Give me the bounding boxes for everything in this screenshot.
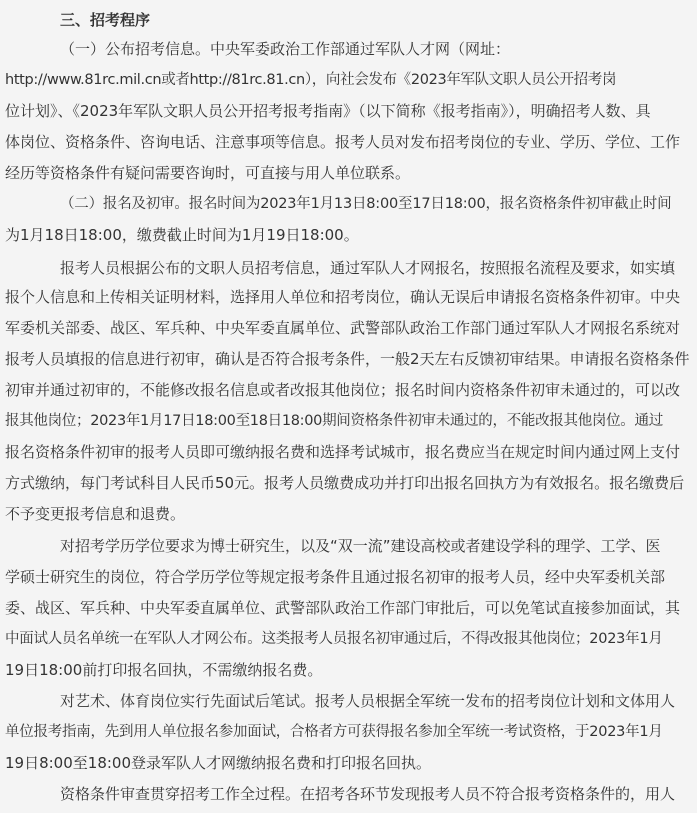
paragraph-line: 不予变更报考信息和退费。 <box>5 505 186 523</box>
paragraph-line: 体岗位、资格条件、咨询电话、注意事项等信息。报考人员对发布招考岗位的专业、学历、学位、工作 <box>5 133 681 151</box>
section-heading: 三、招考程序 <box>60 11 151 29</box>
paragraph-line: 位计划》、《2023年军队文职人员公开招考报考指南》（以下简称《报考指南》），明确招考人数、具 <box>5 102 651 120</box>
paragraph-line: http://www.81rc.mil.cn或者http://81rc.81.cn），向社会发布《2023年军队文职人员公开招考岗 <box>5 72 617 88</box>
paragraph-line: 学硕士研究生的岗位，符合学历学位等规定报考条件且通过报名初审的报考人员，经中央军委机关部 <box>5 568 666 586</box>
paragraph-line: 方式缴纳，每门考试科目人民币50元。报考人员缴费成功并打印出报名回执方为有效报名。报名缴费后 <box>5 474 685 492</box>
paragraph-line: 为1月18日18:00，缴费截止时间为1月19日18:00。 <box>5 226 359 244</box>
paragraph-line: 资格条件审查贯穿招考工作全过程。在招考各环节发现报考人员不符合报考资格条件的，用人 <box>60 785 676 803</box>
paragraph-line: 报考人员根据公布的文职人员招考信息，通过军队人才网报名，按照报名流程及要求，如实填 <box>60 259 676 277</box>
paragraph-line: 报考人员填报的信息进行初审，确认是否符合报考条件，一般2天左右反馈初审结果。申请报名资格条件 <box>5 350 690 368</box>
paragraph-line: 经历等资格条件有疑问需要咨询时，可直接与用人单位联系。 <box>5 164 411 182</box>
paragraph-line: 中面试人员名单统一在军队人才网公布。这类报考人员报名初审通过后，不得改报其他岗位；2023年1月 <box>5 631 663 647</box>
paragraph-line: 军委机关部委、战区、军兵种、中央军委直属单位、武警部队政治工作部门通过军队人才网报名系统对 <box>5 319 681 337</box>
paragraph-line: 19日18:00前打印报名回执，不需缴纳报名费。 <box>5 661 323 679</box>
paragraph-line: 19日8:00至18:00登录军队人才网缴纳报名费和打印报名回执。 <box>5 754 432 772</box>
paragraph-line: （一）公布招考信息。中央军委政治工作部通过军队人才网（网址： <box>60 40 511 58</box>
paragraph-line: 报名资格条件初审的报考人员即可缴纳报名费和选择考试城市，报名费应当在规定时间内通过网上支付 <box>5 443 681 461</box>
paragraph-line: 委、战区、军兵种、中央军委直属单位、武警部队政治工作部门审批后，可以免笔试直接参加面试，其 <box>5 599 681 617</box>
paragraph-line: 对招考学历学位要求为博士研究生，以及“双一流”建设高校或者建设学科的理学、工学、医 <box>60 537 661 555</box>
paragraph-line: 报其他岗位；2023年1月17日18:00至18日18:00期间资格条件初审未通过的，不能改报其他岗位。通过 <box>5 413 663 429</box>
paragraph-line: （二）报名及初审。报名时间为2023年1月13日8:00至17日18:00，报名资格条件初审截止时间 <box>60 196 672 212</box>
paragraph-line: 报个人信息和上传相关证明材料，选择用人单位和招考岗位，确认无误后申请报名资格条件初审。中央 <box>5 288 681 306</box>
paragraph-line: 单位报考指南，先到用人单位报名参加面试，合格者方可获得报名参加全军统一考试资格，于2023年1月 <box>5 724 663 740</box>
paragraph-line: 对艺术、体育岗位实行先面试后笔试。报考人员根据全军统一发布的招考岗位计划和文体用人 <box>60 692 676 710</box>
paragraph-line: 初审并通过初审的，不能修改报名信息或者改报其他岗位；报名时间内资格条件初审未通过的，可以改 <box>5 381 681 399</box>
